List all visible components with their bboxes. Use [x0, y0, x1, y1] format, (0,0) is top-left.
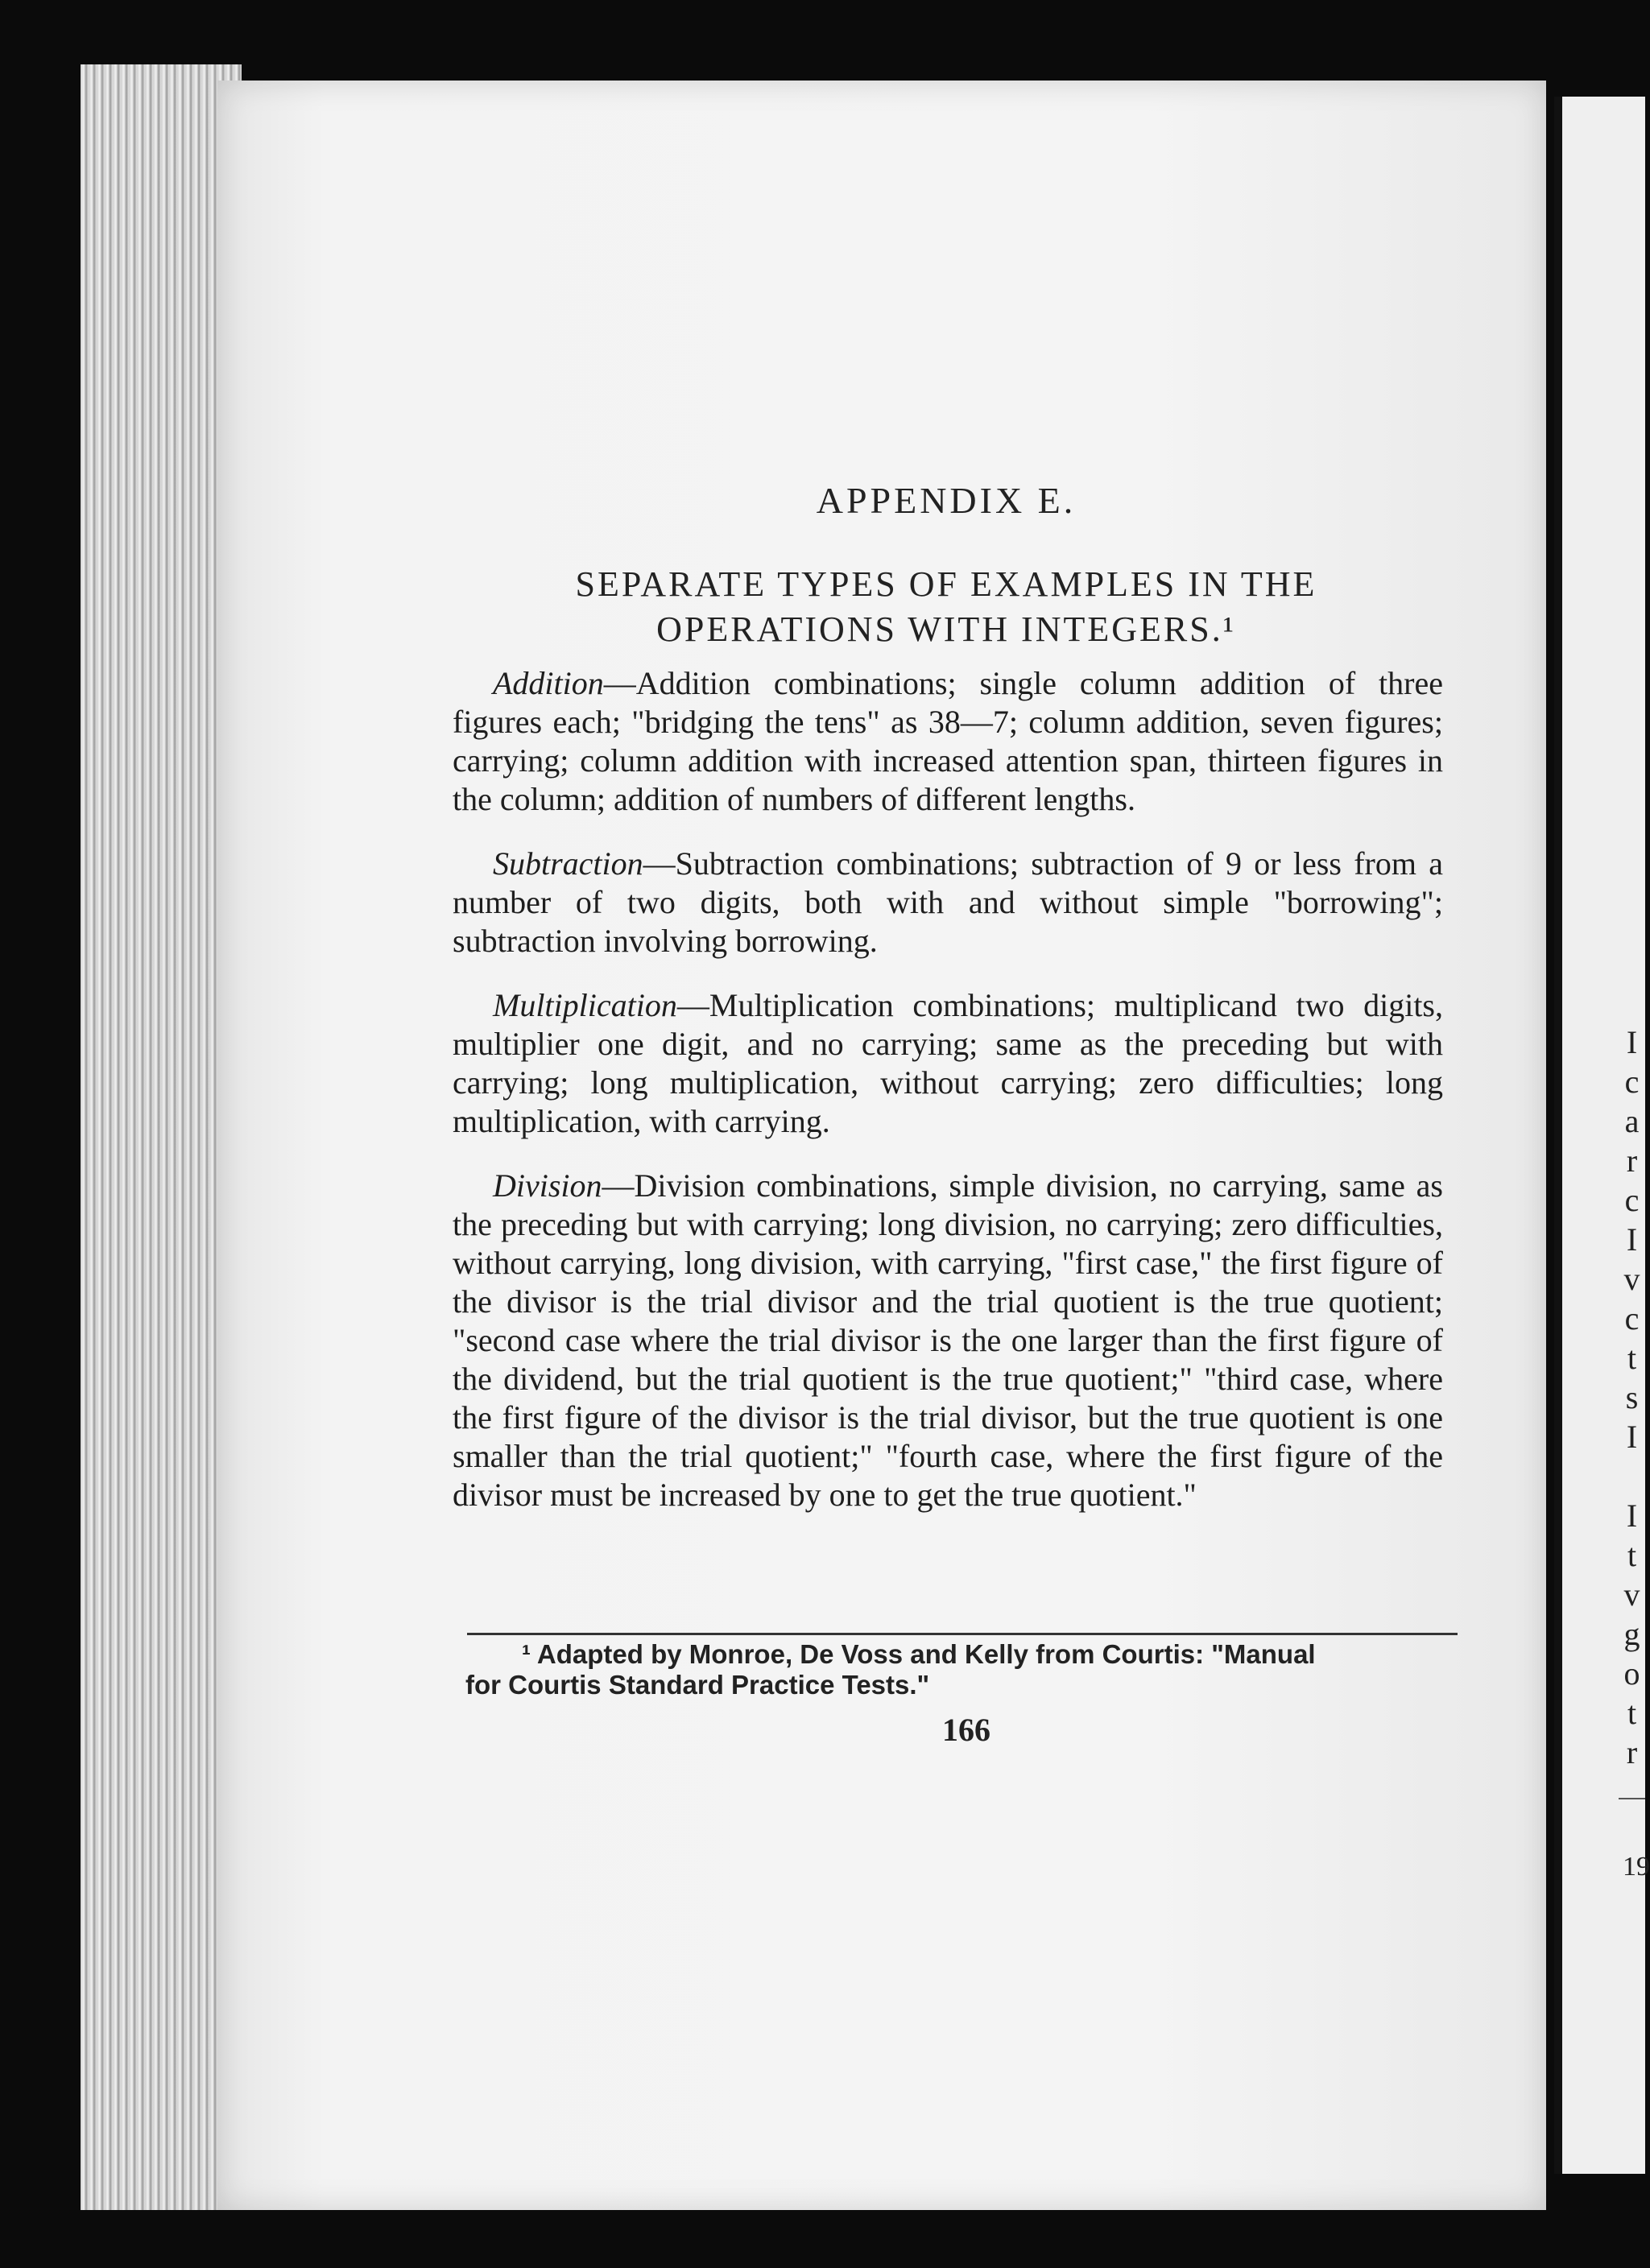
heading-line-1: SEPARATE TYPES OF EXAMPLES IN THE	[575, 564, 1317, 604]
appendix-label: APPENDIX E.	[816, 480, 1077, 521]
paragraph-multiplication	[453, 986, 1443, 1141]
facing-page-fragment: g	[1623, 1616, 1640, 1652]
facing-page-fragment: c	[1624, 1300, 1640, 1336]
facing-page-footnote-fragment: 19	[1623, 1852, 1650, 1882]
facing-page-fragment: t	[1627, 1695, 1637, 1731]
heading-line-2: OPERATIONS WITH INTEGERS.¹	[656, 609, 1236, 649]
facing-page-fragment: I	[1626, 1024, 1638, 1060]
facing-page-fragment: I	[1626, 1419, 1638, 1455]
body-text	[453, 664, 1443, 1540]
facing-page-fragment: I	[1626, 1221, 1638, 1258]
facing-page-fragment: r	[1626, 1734, 1638, 1770]
paragraph-addition	[453, 664, 1443, 819]
footnote-line-1: ¹ Adapted by Monroe, De Voss and Kelly from Courtis: "Manual	[522, 1639, 1316, 1669]
section-heading	[483, 562, 1409, 652]
footnote	[465, 1639, 1482, 1700]
footnote-rule	[467, 1633, 1458, 1635]
facing-page-fragment	[1619, 1456, 1645, 1496]
facing-page-fragment: t	[1627, 1537, 1637, 1573]
paragraph-text: —Division combinations, simple division, no carrying, same as the preceding but with carrying; long division, no carrying; zero difficulties, without carrying, long division, with carrying, "first case," the first figure of the divisor is the trial divisor and the trial quotient is the true quotient; "second case where the trial divisor is the one larger than the first figure of the dividend, but the trial quotient is the true quotient;" "third case, where the first figure of the divisor is the trial divisor, but the true quotient is one smaller than the trial quotient;" "fourth case, where the first figure of the divisor must be increased by one to get the true quotient."	[453, 1167, 1443, 1513]
paragraph-subtraction	[453, 845, 1443, 960]
paragraph-text: —Subtraction combinations; subtraction of 9 or less from a number of two digits, both with and without simple "borrowing"; subtraction involving borrowing.	[453, 845, 1443, 959]
footnote-line-2: for Courtis Standard Practice Tests."	[465, 1670, 930, 1700]
paragraph-text: —Addition combinations; single column addition of three figures each; "bridging the tens" as 38—7; column addition, seven figures; carrying; column addition with increased attention span, thirteen figures in the column; addition of numbers of different lengths.	[453, 665, 1443, 817]
paragraph-label: Division	[493, 1167, 602, 1204]
facing-page-fragment: o	[1623, 1655, 1640, 1692]
paragraph-division	[453, 1167, 1443, 1514]
facing-page-fragment: I	[1626, 1498, 1638, 1534]
paragraph-label: Multiplication	[493, 987, 677, 1023]
page-number: 166	[942, 1712, 990, 1748]
facing-page-fragment: t	[1627, 1340, 1637, 1376]
facing-page-fragment: a	[1624, 1103, 1640, 1139]
facing-page-fragment: c	[1624, 1064, 1640, 1100]
facing-page-text-fragments	[1619, 1022, 1645, 1770]
facing-page-fragment: r	[1626, 1142, 1638, 1179]
paragraph-text: —Multiplication combinations; multiplicand two digits, multiplier one digit, and no carrying; same as the preceding but with carrying; long multiplication, without carrying; zero difficulties; long multiplication, with carrying.	[453, 987, 1443, 1139]
facing-page-fragment: s	[1625, 1379, 1639, 1415]
facing-page-fragment: v	[1623, 1576, 1640, 1613]
facing-page-fragment: v	[1623, 1261, 1640, 1297]
paragraph-label: Subtraction	[493, 845, 643, 882]
facing-page-rule	[1619, 1798, 1645, 1799]
facing-page-fragment: c	[1624, 1182, 1640, 1218]
paragraph-label: Addition	[493, 665, 604, 701]
